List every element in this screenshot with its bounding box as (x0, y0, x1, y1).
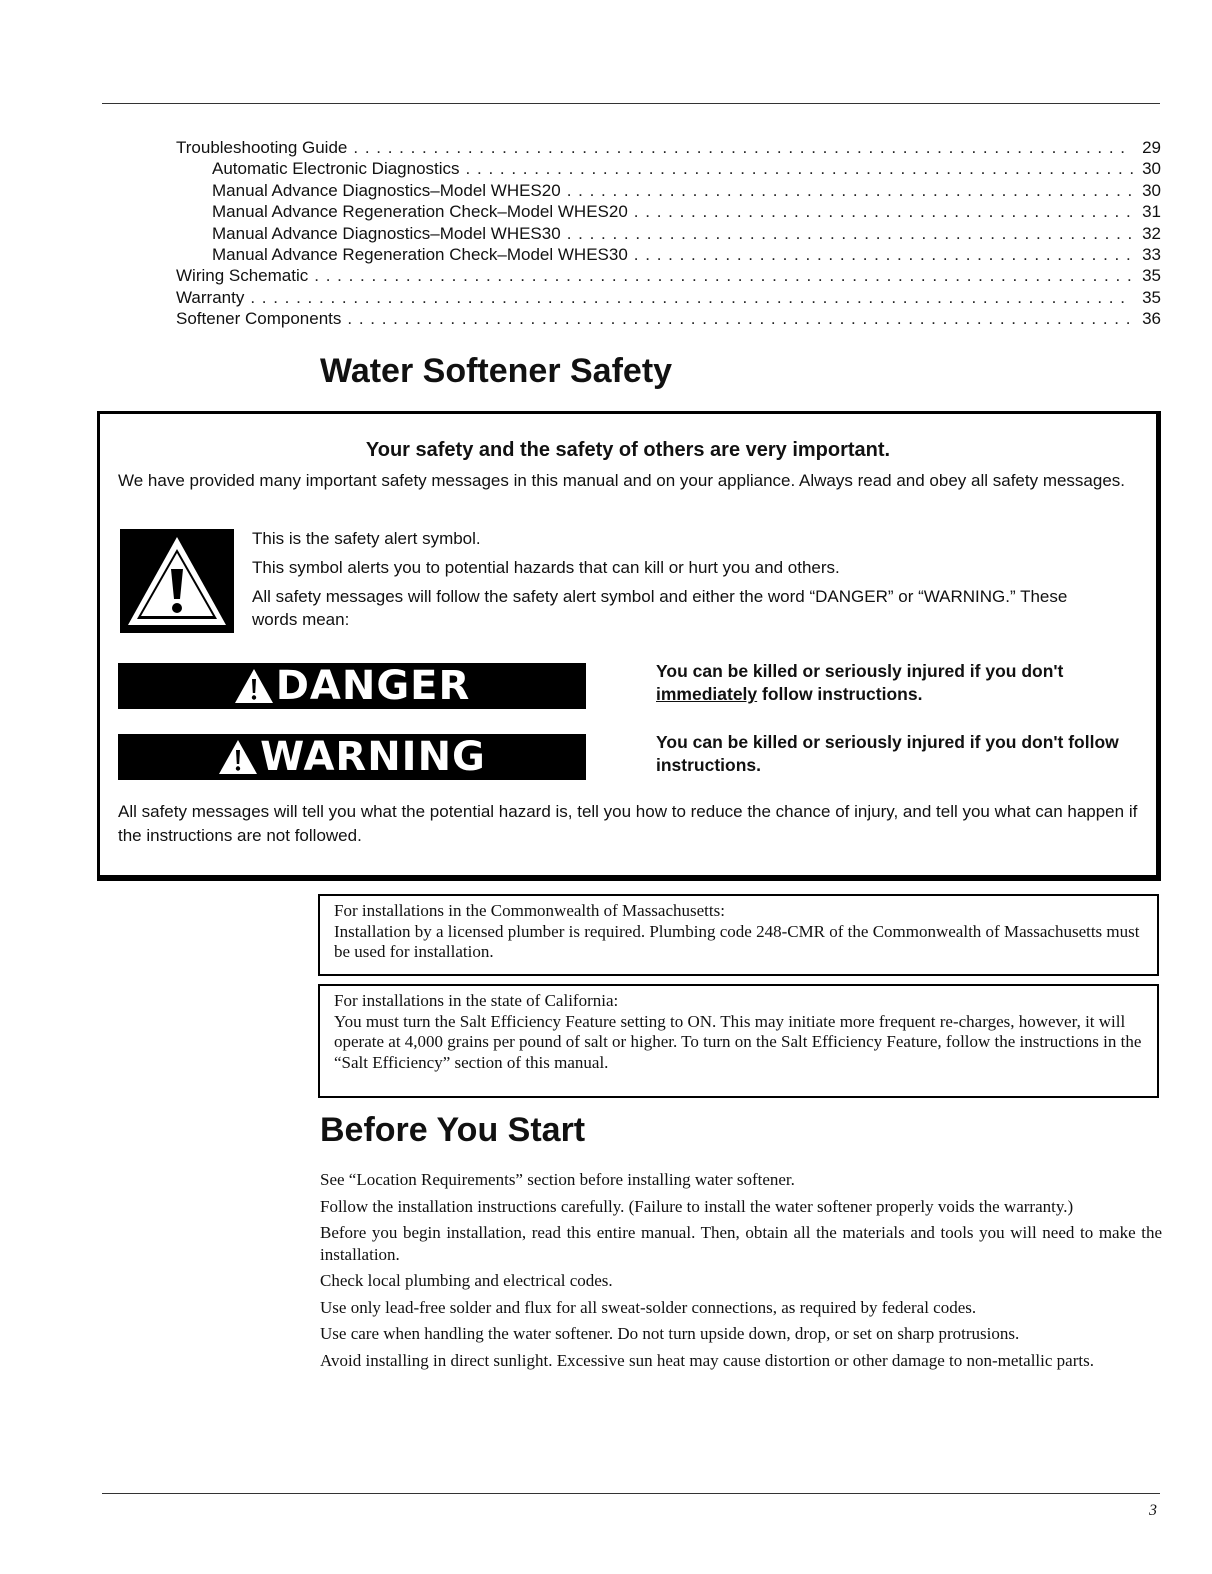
paragraph: Avoid installing in direct sunlight. Excessive sun heat may cause distortion or other damage to non-metallic parts. (320, 1350, 1094, 1370)
warning-triangle-icon (234, 668, 274, 704)
warning-signal-bar (118, 734, 586, 780)
alert-symbol-description (252, 527, 1112, 637)
toc-entry[interactable] (176, 244, 1161, 265)
warning-description: You can be killed or seriously injured if you don't follow instructions. (656, 732, 1119, 775)
toc-entry-title: Troubleshooting Guide (176, 138, 348, 157)
toc-entry-title: Manual Advance Diagnostics–Model WHES30 (212, 223, 561, 243)
massachusetts-notice (318, 894, 1159, 976)
toc-entry-page: 29 (1142, 138, 1161, 157)
toc-entry-title: Softener Components (176, 309, 342, 329)
top-rule (102, 103, 1160, 104)
toc-entry-page: 35 (1142, 266, 1161, 286)
before-you-start-body (320, 1169, 1162, 1376)
danger-label: DANGER (275, 663, 471, 709)
toc-entry-page: 36 (1142, 309, 1161, 329)
toc-entry[interactable] (176, 223, 1161, 244)
warning-label: WARNING (260, 734, 486, 780)
alert-line: All safety messages will follow the safety alert symbol and either the word “DANGER” or “WARNING.” These words mean: (252, 587, 1068, 629)
danger-description: You can be killed or seriously injured if you don't immediately follow instructions. (656, 661, 1064, 704)
toc-entry[interactable] (176, 158, 1161, 179)
toc-entry-title: Manual Advance Regeneration Check–Model WHES20 (212, 202, 628, 222)
toc-entry-title: Manual Advance Diagnostics–Model WHES20 (212, 180, 561, 200)
safety-heading: Your safety and the safety of others are very important. (365, 439, 891, 461)
warning-triangle-icon (218, 739, 258, 775)
california-notice (318, 984, 1159, 1098)
paragraph: Before you begin installation, read this entire manual. Then, obtain all the materials and tools you will need to make the installation. (320, 1223, 1162, 1264)
toc-entry-page: 31 (1142, 202, 1161, 222)
toc-entry-page: 30 (1142, 159, 1161, 179)
toc-entry-page: 32 (1142, 223, 1161, 243)
alert-line: This symbol alerts you to potential hazards that can kill or hurt you and others. (252, 558, 840, 577)
toc-entry-title: Automatic Electronic Diagnostics (212, 159, 460, 179)
paragraph: Use care when handling the water softener. Do not turn upside down, drop, or set on sharp protrusions. (320, 1324, 1020, 1343)
toc-entry-title: Wiring Schematic (176, 266, 309, 286)
toc-entry-page: 35 (1142, 287, 1161, 307)
bottom-rule (102, 1493, 1160, 1494)
toc-entry-title: Warranty (176, 287, 245, 307)
toc-entry[interactable] (176, 180, 1161, 201)
page-number: 3 (1149, 1502, 1157, 1519)
safety-box (97, 411, 1161, 881)
toc-entry[interactable] (176, 308, 1161, 329)
toc-entry[interactable] (176, 287, 1161, 308)
safety-intro: We have provided many important safety messages in this manual and on your appliance. Always read and obey all safety messages. (118, 471, 1126, 490)
notice-body: You must turn the Salt Efficiency Feature setting to ON. This may initiate more frequent re-charges, however, it will operate at 4,000 grains per pound of salt or higher. To turn on the Salt Efficiency Feature, follow the instructions in the “Salt Efficiency” section of this manual. (334, 1011, 1142, 1072)
notice-body: Installation by a licensed plumber is required. Plumbing code 248-CMR of the Commonwealth of Massachusetts must be used for installation. (334, 921, 1140, 961)
notice-heading: For installations in the Commonwealth of Massachusetts: (334, 901, 725, 920)
paragraph: Use only lead-free solder and flux for all sweat-solder connections, as required by federal codes. (320, 1297, 977, 1317)
toc-entry-page: 30 (1142, 180, 1161, 200)
danger-emphasis: immediately (656, 684, 758, 704)
notice-heading: For installations in the state of California: (334, 991, 619, 1010)
toc-entry-page: 33 (1142, 245, 1161, 265)
section-title-safety: Water Softener Safety (320, 352, 673, 390)
paragraph: Check local plumbing and electrical codes. (320, 1271, 613, 1290)
toc-entry-title: Manual Advance Regeneration Check–Model WHES30 (212, 245, 628, 265)
toc-entry[interactable] (176, 265, 1161, 286)
toc-entry[interactable] (176, 201, 1161, 222)
safety-outro: All safety messages will tell you what the potential hazard is, tell you how to reduce the chance of injury, and tell you what can happen if the instructions are not followed. (118, 802, 1138, 845)
safety-alert-symbol-icon (120, 529, 234, 633)
paragraph: See “Location Requirements” section before installing water softener. (320, 1170, 795, 1189)
alert-line: This is the safety alert symbol. (252, 529, 481, 548)
section-title-before-you-start: Before You Start (320, 1111, 586, 1149)
danger-signal-bar (118, 663, 586, 709)
paragraph: Follow the installation instructions carefully. (Failure to install the water softener properly voids the warranty.) (320, 1196, 1074, 1216)
table-of-contents (176, 137, 1161, 330)
toc-entry[interactable] (176, 137, 1161, 158)
